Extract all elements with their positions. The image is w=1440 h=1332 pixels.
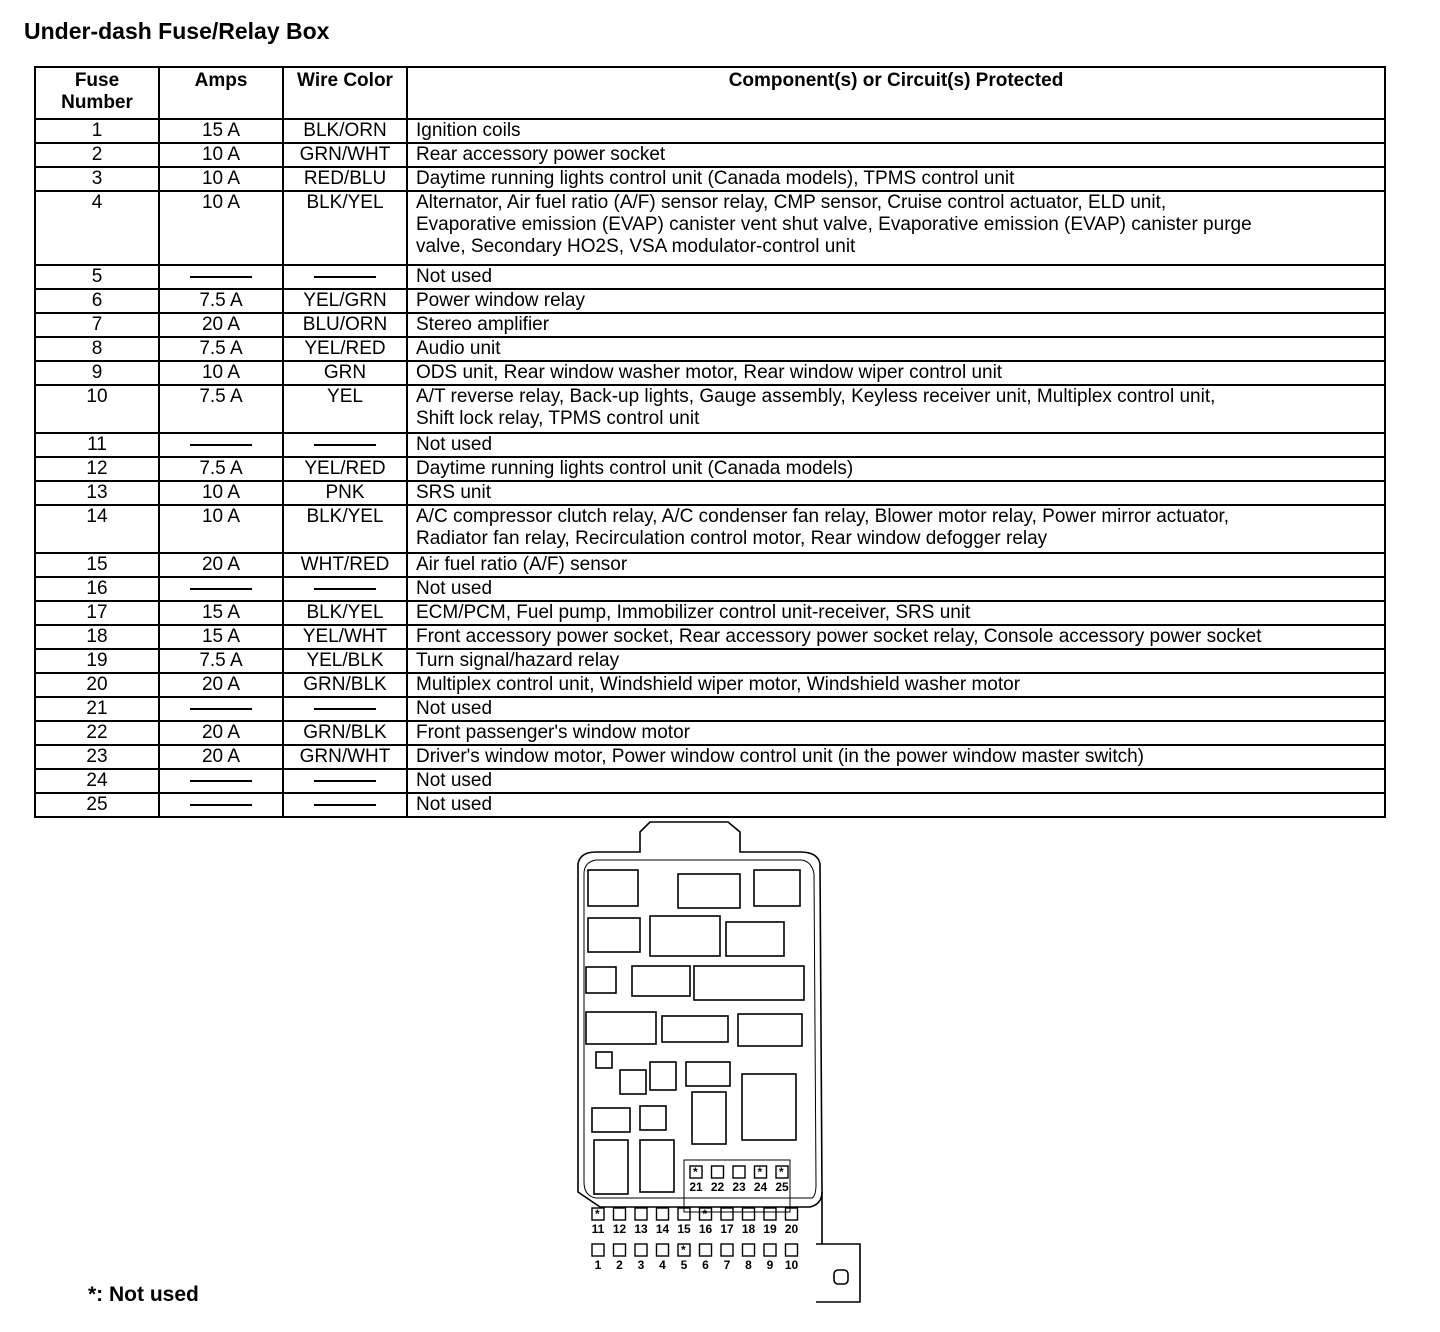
header-amps: Amps xyxy=(159,67,283,119)
cell-amps: 15 A xyxy=(159,119,283,143)
fuse-slot-13 xyxy=(634,1208,648,1236)
fuse-slot-label: 2 xyxy=(616,1258,623,1272)
fuse-slot-1 xyxy=(592,1244,604,1272)
fuse-slot-label: 13 xyxy=(634,1222,648,1236)
not-used-dash xyxy=(314,804,376,806)
cell-fuse-number: 10 xyxy=(35,385,159,433)
cell-wire-color: YEL/WHT xyxy=(283,625,407,649)
cell-wire-color: GRN/BLK xyxy=(283,673,407,697)
cell-component: Daytime running lights control unit (Canada models), TPMS control unit xyxy=(407,167,1385,191)
fuse-box-tab xyxy=(816,1192,860,1302)
cell-amps: 10 A xyxy=(159,481,283,505)
fuse-slot-label: 8 xyxy=(745,1258,752,1272)
cell-wire-color: BLU/ORN xyxy=(283,313,407,337)
cell-fuse-number: 25 xyxy=(35,793,159,817)
cell-fuse-number: 16 xyxy=(35,577,159,601)
table-row xyxy=(35,553,1385,577)
header-fuse-number: Fuse Number xyxy=(35,67,159,119)
cell-component: Stereo amplifier xyxy=(407,313,1385,337)
table-row xyxy=(35,697,1385,721)
cell-amps: 10 A xyxy=(159,361,283,385)
fuse-slot-label: 6 xyxy=(702,1258,709,1272)
cell-wire-color: YEL/RED xyxy=(283,457,407,481)
not-used-dash xyxy=(190,444,252,446)
fuse-slot-3 xyxy=(635,1244,647,1272)
table-row xyxy=(35,673,1385,697)
cell-amps xyxy=(159,433,283,457)
fuse-slot-16 xyxy=(699,1207,713,1236)
cell-amps: 7.5 A xyxy=(159,385,283,433)
cell-fuse-number: 2 xyxy=(35,143,159,167)
fuse-slot-6 xyxy=(700,1244,712,1272)
cell-amps: 20 A xyxy=(159,673,283,697)
fuse-slot-label: 5 xyxy=(680,1258,688,1272)
cell-fuse-number: 6 xyxy=(35,289,159,313)
not-used-dash xyxy=(190,588,252,590)
fuse-slot-label: 15 xyxy=(677,1222,691,1236)
fuse-slot-label: 21 xyxy=(689,1180,703,1194)
cell-fuse-number: 8 xyxy=(35,337,159,361)
fuse-slot-label: 3 xyxy=(637,1258,645,1272)
not-used-marker: * xyxy=(681,1243,686,1257)
fuse-slot-label: 14 xyxy=(655,1222,670,1236)
fuse-slot-label: 20 xyxy=(784,1222,799,1236)
cell-fuse-number: 24 xyxy=(35,769,159,793)
header-wire-color: Wire Color xyxy=(283,67,407,119)
cell-amps xyxy=(159,697,283,721)
table-row xyxy=(35,337,1385,361)
cell-wire-color: BLK/ORN xyxy=(283,119,407,143)
cell-wire-color: BLK/YEL xyxy=(283,191,407,265)
cell-amps xyxy=(159,769,283,793)
fuse-slot-4 xyxy=(657,1244,669,1272)
not-used-dash xyxy=(314,276,376,278)
footnote: *: Not used xyxy=(88,1283,199,1306)
cell-fuse-number: 7 xyxy=(35,313,159,337)
cell-component: Not used xyxy=(407,577,1385,601)
cell-component: Power window relay xyxy=(407,289,1385,313)
cell-wire-color: YEL/GRN xyxy=(283,289,407,313)
page-title: Under-dash Fuse/Relay Box xyxy=(24,18,330,44)
table-row xyxy=(35,119,1385,143)
cell-fuse-number: 14 xyxy=(35,505,159,553)
cell-amps: 7.5 A xyxy=(159,337,283,361)
cell-fuse-number: 11 xyxy=(35,433,159,457)
cell-fuse-number: 9 xyxy=(35,361,159,385)
table-row xyxy=(35,505,1385,553)
table-row xyxy=(35,433,1385,457)
cell-component: Alternator, Air fuel ratio (A/F) sensor relay, CMP sensor, Cruise control actuator, ELD unit, Evaporative emission (EVAP) canister vent shut valve, Evaporative emission (EVAP) canister purge valve, Secondary HO2S, VSA modulator-control unit xyxy=(407,191,1385,265)
fuse-slot-label: 11 xyxy=(591,1222,605,1236)
cell-component: Front passenger's window motor xyxy=(407,721,1385,745)
cell-component: A/T reverse relay, Back-up lights, Gauge assembly, Keyless receiver unit, Multiplex control unit, Shift lock relay, TPMS control unit xyxy=(407,385,1385,433)
cell-fuse-number: 17 xyxy=(35,601,159,625)
cell-fuse-number: 5 xyxy=(35,265,159,289)
not-used-dash xyxy=(314,588,376,590)
cell-component: SRS unit xyxy=(407,481,1385,505)
not-used-marker: * xyxy=(779,1165,784,1179)
cell-component: Audio unit xyxy=(407,337,1385,361)
table-row xyxy=(35,481,1385,505)
table-row xyxy=(35,167,1385,191)
cell-amps: 15 A xyxy=(159,625,283,649)
cell-amps: 10 A xyxy=(159,167,283,191)
fuse-slot-label: 25 xyxy=(775,1180,789,1194)
cell-wire-color: YEL/BLK xyxy=(283,649,407,673)
table-row xyxy=(35,601,1385,625)
cell-amps: 7.5 A xyxy=(159,289,283,313)
cell-fuse-number: 23 xyxy=(35,745,159,769)
table-row xyxy=(35,191,1385,265)
table-row xyxy=(35,265,1385,289)
cell-component: ODS unit, Rear window washer motor, Rear window wiper control unit xyxy=(407,361,1385,385)
fuse-box-diagram xyxy=(560,812,870,1312)
fuse-slot-24 xyxy=(754,1165,768,1194)
cell-fuse-number: 15 xyxy=(35,553,159,577)
cell-fuse-number: 18 xyxy=(35,625,159,649)
fuse-slot-11 xyxy=(592,1207,605,1236)
cell-component: Not used xyxy=(407,769,1385,793)
fuse-slot-21 xyxy=(689,1165,703,1194)
fuse-slot-label: 16 xyxy=(698,1222,713,1236)
fuse-slot-label: 17 xyxy=(720,1222,734,1236)
not-used-marker: * xyxy=(595,1207,600,1221)
cell-fuse-number: 4 xyxy=(35,191,159,265)
fuse-slot-label: 19 xyxy=(763,1222,777,1236)
cell-wire-color: BLK/YEL xyxy=(283,505,407,553)
cell-component: ECM/PCM, Fuel pump, Immobilizer control unit-receiver, SRS unit xyxy=(407,601,1385,625)
table-header-row xyxy=(35,67,1385,119)
cell-component: Front accessory power socket, Rear accessory power socket relay, Console accessory power socket xyxy=(407,625,1385,649)
fuse-slot-5 xyxy=(678,1243,690,1272)
cell-fuse-number: 3 xyxy=(35,167,159,191)
table-row xyxy=(35,361,1385,385)
cell-amps: 20 A xyxy=(159,553,283,577)
fuse-slot-7 xyxy=(721,1244,733,1272)
cell-wire-color xyxy=(283,433,407,457)
cell-wire-color: PNK xyxy=(283,481,407,505)
header-component: Component(s) or Circuit(s) Protected xyxy=(407,67,1385,119)
fuse-slot-label: 4 xyxy=(659,1258,666,1272)
cell-amps xyxy=(159,577,283,601)
not-used-dash xyxy=(314,780,376,782)
cell-wire-color xyxy=(283,769,407,793)
cell-wire-color: YEL/RED xyxy=(283,337,407,361)
not-used-dash xyxy=(314,444,376,446)
not-used-dash xyxy=(190,780,252,782)
cell-fuse-number: 19 xyxy=(35,649,159,673)
cell-amps xyxy=(159,265,283,289)
table-row xyxy=(35,143,1385,167)
fuse-slot-2 xyxy=(614,1244,626,1272)
not-used-dash xyxy=(190,276,252,278)
cell-wire-color xyxy=(283,265,407,289)
not-used-dash xyxy=(190,804,252,806)
fuse-slot-label: 24 xyxy=(753,1180,768,1194)
cell-wire-color: GRN xyxy=(283,361,407,385)
table-row xyxy=(35,745,1385,769)
fuse-table xyxy=(34,66,1386,818)
fuse-slot-label: 18 xyxy=(741,1222,756,1236)
not-used-dash xyxy=(190,708,252,710)
cell-amps: 7.5 A xyxy=(159,649,283,673)
cell-wire-color: WHT/RED xyxy=(283,553,407,577)
cell-fuse-number: 22 xyxy=(35,721,159,745)
cell-wire-color: YEL xyxy=(283,385,407,433)
fuse-slot-14 xyxy=(656,1208,670,1236)
cell-amps: 20 A xyxy=(159,721,283,745)
fuse-slot-8 xyxy=(743,1244,755,1272)
cell-amps xyxy=(159,793,283,817)
table-row xyxy=(35,769,1385,793)
table-row xyxy=(35,289,1385,313)
cell-component: Rear accessory power socket xyxy=(407,143,1385,167)
fuse-slot-label: 23 xyxy=(732,1180,746,1194)
cell-wire-color: RED/BLU xyxy=(283,167,407,191)
cell-component: Not used xyxy=(407,433,1385,457)
cell-wire-color xyxy=(283,577,407,601)
cell-wire-color: GRN/WHT xyxy=(283,143,407,167)
table-row xyxy=(35,625,1385,649)
cell-wire-color xyxy=(283,697,407,721)
table-row xyxy=(35,385,1385,433)
cell-fuse-number: 12 xyxy=(35,457,159,481)
cell-wire-color xyxy=(283,793,407,817)
cell-wire-color: GRN/BLK xyxy=(283,721,407,745)
fuse-slot-23 xyxy=(732,1166,746,1194)
cell-component: Not used xyxy=(407,793,1385,817)
cell-component: Not used xyxy=(407,697,1385,721)
cell-component: Not used xyxy=(407,265,1385,289)
cell-amps: 10 A xyxy=(159,143,283,167)
cell-amps: 10 A xyxy=(159,505,283,553)
fuse-slot-22 xyxy=(711,1166,725,1194)
fuse-slot-10 xyxy=(785,1244,799,1272)
fuse-slot-25 xyxy=(775,1165,789,1194)
table-row xyxy=(35,313,1385,337)
cell-fuse-number: 20 xyxy=(35,673,159,697)
cell-amps: 7.5 A xyxy=(159,457,283,481)
fuse-slot-12 xyxy=(613,1208,627,1236)
cell-amps: 10 A xyxy=(159,191,283,265)
table-row xyxy=(35,577,1385,601)
cell-amps: 20 A xyxy=(159,745,283,769)
fuse-slot-label: 22 xyxy=(710,1180,725,1194)
cell-component: Air fuel ratio (A/F) sensor xyxy=(407,553,1385,577)
fuse-slot-label: 1 xyxy=(594,1258,602,1272)
not-used-marker: * xyxy=(757,1165,763,1179)
cell-component: Ignition coils xyxy=(407,119,1385,143)
not-used-dash xyxy=(314,708,376,710)
cell-component: Driver's window motor, Power window control unit (in the power window master switch) xyxy=(407,745,1385,769)
cell-amps: 20 A xyxy=(159,313,283,337)
fuse-slot-9 xyxy=(764,1244,776,1272)
cell-component: Turn signal/hazard relay xyxy=(407,649,1385,673)
cell-fuse-number: 1 xyxy=(35,119,159,143)
table-row xyxy=(35,649,1385,673)
cell-amps: 15 A xyxy=(159,601,283,625)
fuse-slot-label: 7 xyxy=(723,1258,731,1272)
cell-fuse-number: 21 xyxy=(35,697,159,721)
not-used-marker: * xyxy=(693,1165,698,1179)
table-row xyxy=(35,457,1385,481)
fuse-slot-label: 12 xyxy=(612,1222,627,1236)
cell-fuse-number: 13 xyxy=(35,481,159,505)
fuse-slot-label: 9 xyxy=(766,1258,774,1272)
cell-component: Multiplex control unit, Windshield wiper motor, Windshield washer motor xyxy=(407,673,1385,697)
fuse-slot-label: 10 xyxy=(784,1258,799,1272)
not-used-marker: * xyxy=(702,1207,708,1221)
cell-wire-color: BLK/YEL xyxy=(283,601,407,625)
cell-wire-color: GRN/WHT xyxy=(283,745,407,769)
cell-component: A/C compressor clutch relay, A/C condenser fan relay, Blower motor relay, Power mirror actuator, Radiator fan relay, Recirculation control motor, Rear window defogger relay xyxy=(407,505,1385,553)
table-row xyxy=(35,721,1385,745)
cell-component: Daytime running lights control unit (Canada models) xyxy=(407,457,1385,481)
